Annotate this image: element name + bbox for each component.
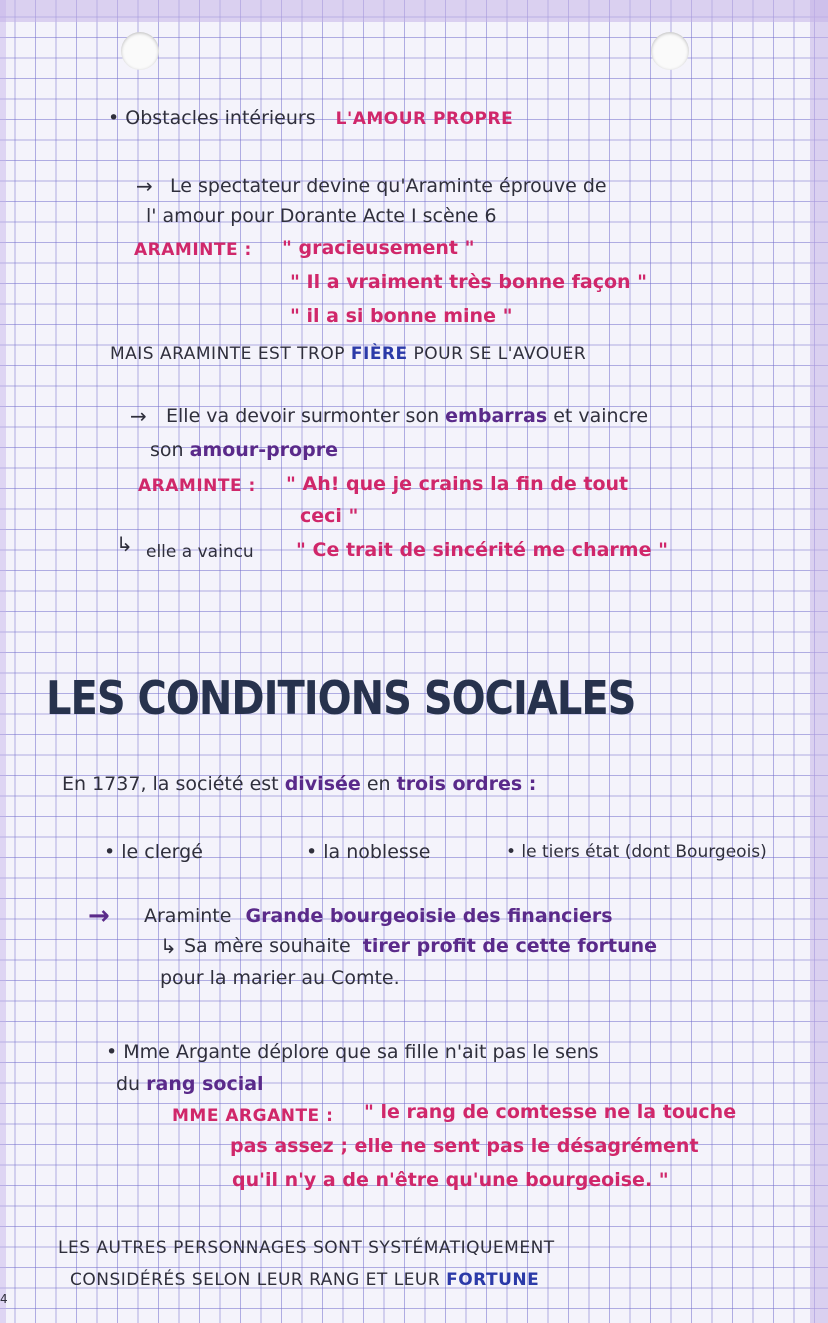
binder-hole-right (651, 32, 689, 70)
hook-arrow-icon: ↳ (116, 532, 133, 556)
bullet: • (108, 107, 120, 129)
hook-arrow-icon: ↳ (160, 934, 177, 958)
quote-desagrement: pas assez ; elle ne sent pas le désagrément (230, 1135, 699, 1157)
order-tiers-etat: • le tiers état (dont Bourgeois) (506, 842, 767, 862)
paper-left-margin (0, 0, 6, 1323)
avouer-text: POUR SE L'AVOUER (413, 344, 587, 364)
arrow-icon: → (136, 174, 153, 198)
page-number: 4 (0, 1292, 8, 1306)
quote-sincerite: " Ce trait de sincérité me charme " (296, 539, 668, 561)
trois-ordres-word: trois ordres : (396, 773, 537, 795)
rang-social-line (116, 1072, 264, 1096)
quote-fin-de-tout: " Ah! que je crains la fin de tout (286, 473, 629, 495)
intro-text: En 1737, la société est (62, 773, 279, 795)
amour-propre-line (150, 438, 338, 462)
quote-gracieusement: " gracieusement " (282, 237, 475, 259)
mais-line (110, 342, 586, 366)
vaincre-text: et vaincre (553, 405, 649, 427)
intro-line (62, 772, 536, 796)
obstacles-line (108, 106, 513, 131)
obstacles-label: Obstacles intérieurs (125, 107, 316, 129)
argante-line: • Mme Argante déplore que sa fille n'ait pas le sens (106, 1041, 599, 1063)
araminte-name: Araminte (144, 905, 232, 927)
en-text: en (366, 773, 391, 795)
quote-bourgeoise: qu'il n'y a de n'être qu'une bourgeoise. " (232, 1169, 669, 1191)
quote-rang-comtesse: " le rang de comtesse ne la touche (364, 1101, 737, 1123)
autres-line-1: LES AUTRES PERSONNAGES SONT SYSTÉMATIQUEMENT (58, 1238, 555, 1258)
grande-bourgeoisie: Grande bourgeoisie des financiers (245, 905, 613, 927)
du-text: du (116, 1073, 141, 1095)
mais-text: MAIS ARAMINTE EST TROP (110, 344, 345, 364)
tirer-profit: tirer profit de cette fortune (362, 935, 658, 957)
argante-label: MME ARGANTE : (172, 1106, 334, 1126)
surmonter-line (166, 404, 648, 428)
amour-dorante-line: l' amour pour Dorante Acte I scène 6 (146, 205, 497, 227)
surmonter-text: Elle va devoir surmonter son (166, 405, 440, 427)
paper-right-margin (810, 0, 828, 1323)
araminte-label-2: ARAMINTE : (138, 476, 256, 496)
mere-line (184, 934, 657, 958)
section-heading: LES CONDITIONS SOCIALES (46, 672, 636, 726)
divisee-word: divisée (284, 773, 361, 795)
fiere-word: FIÈRE (350, 344, 408, 364)
arrow-icon: → (130, 404, 147, 428)
order-clerge: • le clergé (104, 841, 203, 863)
vaincu-text: elle a vaincu (146, 542, 254, 562)
spectateur-line: Le spectateur devine qu'Araminte éprouve de (170, 175, 607, 197)
quote-bonne-facon: " Il a vraiment très bonne façon " (290, 271, 648, 293)
embarras-word: embarras (445, 405, 548, 427)
fortune-word: FORTUNE (446, 1270, 540, 1290)
marier-line: pour la marier au Comte. (160, 967, 400, 989)
arrow-icon: → (88, 901, 110, 931)
araminte-label: ARAMINTE : (134, 240, 252, 260)
amour-propre-word: amour-propre (189, 439, 338, 461)
rang-social-word: rang social (146, 1073, 264, 1095)
paper-top-margin (0, 0, 828, 22)
araminte-line (144, 904, 613, 928)
binder-hole-left (121, 32, 159, 70)
considere-text: CONSIDÉRÉS SELON LEUR RANG ET LEUR (70, 1270, 441, 1290)
quote-ceci: ceci " (300, 505, 359, 527)
quote-bonne-mine: " il a si bonne mine " (290, 305, 513, 327)
son-text: son (150, 439, 184, 461)
obstacles-value: L'AMOUR PROPRE (335, 109, 514, 129)
autres-line-2 (70, 1268, 539, 1292)
mere-text: Sa mère souhaite (184, 935, 351, 957)
order-noblesse: • la noblesse (306, 841, 431, 863)
